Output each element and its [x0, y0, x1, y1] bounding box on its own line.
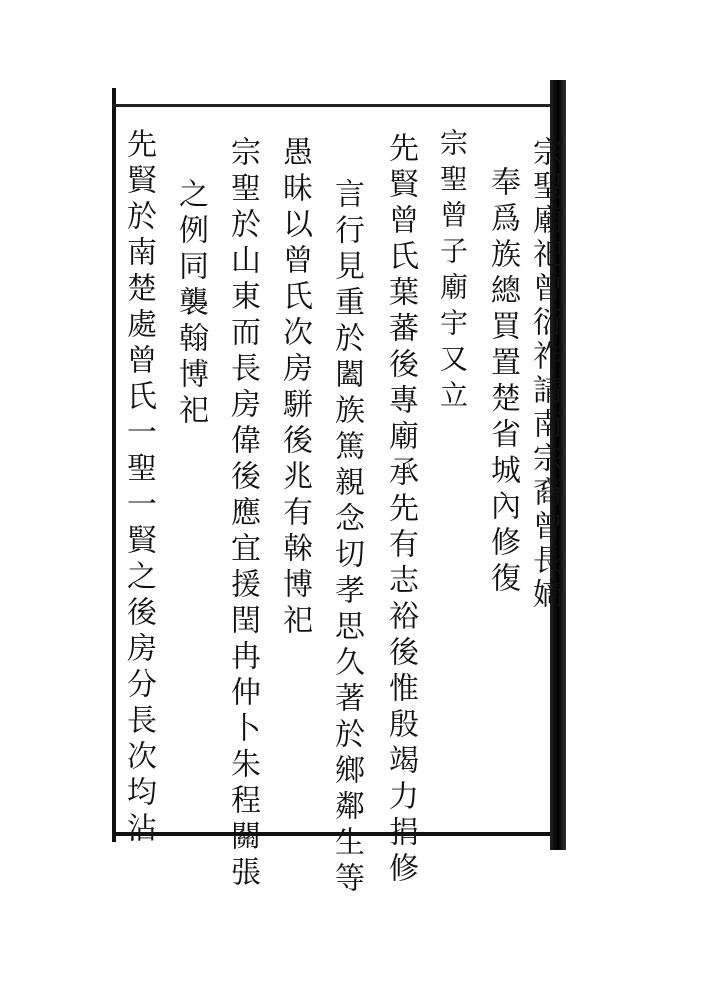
frame-left-border	[112, 88, 116, 842]
text-column-3: 先賢曾氏葉蕃後專廟承先有志裕後惟殷竭力捐修	[383, 132, 418, 888]
text-column-5: 愚昧以曾氏次房駢後兆有榦博祀	[277, 136, 312, 640]
edge-header-text: 宗聖廟祀曾衍祚請南宗裔曾長嫡	[527, 136, 562, 612]
text-column-8: 先賢於南楚處曾氏一聖一賢之後房分長次均沾	[121, 128, 156, 848]
frame-top-border	[112, 104, 560, 107]
text-column-6: 宗聖於山東而長房偉後應宜援閏冉仲卜朱程關張	[225, 136, 260, 892]
text-column-7: 之例同襲翰博祀	[173, 178, 208, 430]
text-column-4: 言行見重於闔族篤親念切孝思久著於鄉鄰生等	[329, 178, 364, 898]
text-column-1: 奉爲族總買置楚省城內修復	[485, 166, 520, 598]
text-column-2: 宗聖曾子廟宇又立	[436, 128, 469, 416]
